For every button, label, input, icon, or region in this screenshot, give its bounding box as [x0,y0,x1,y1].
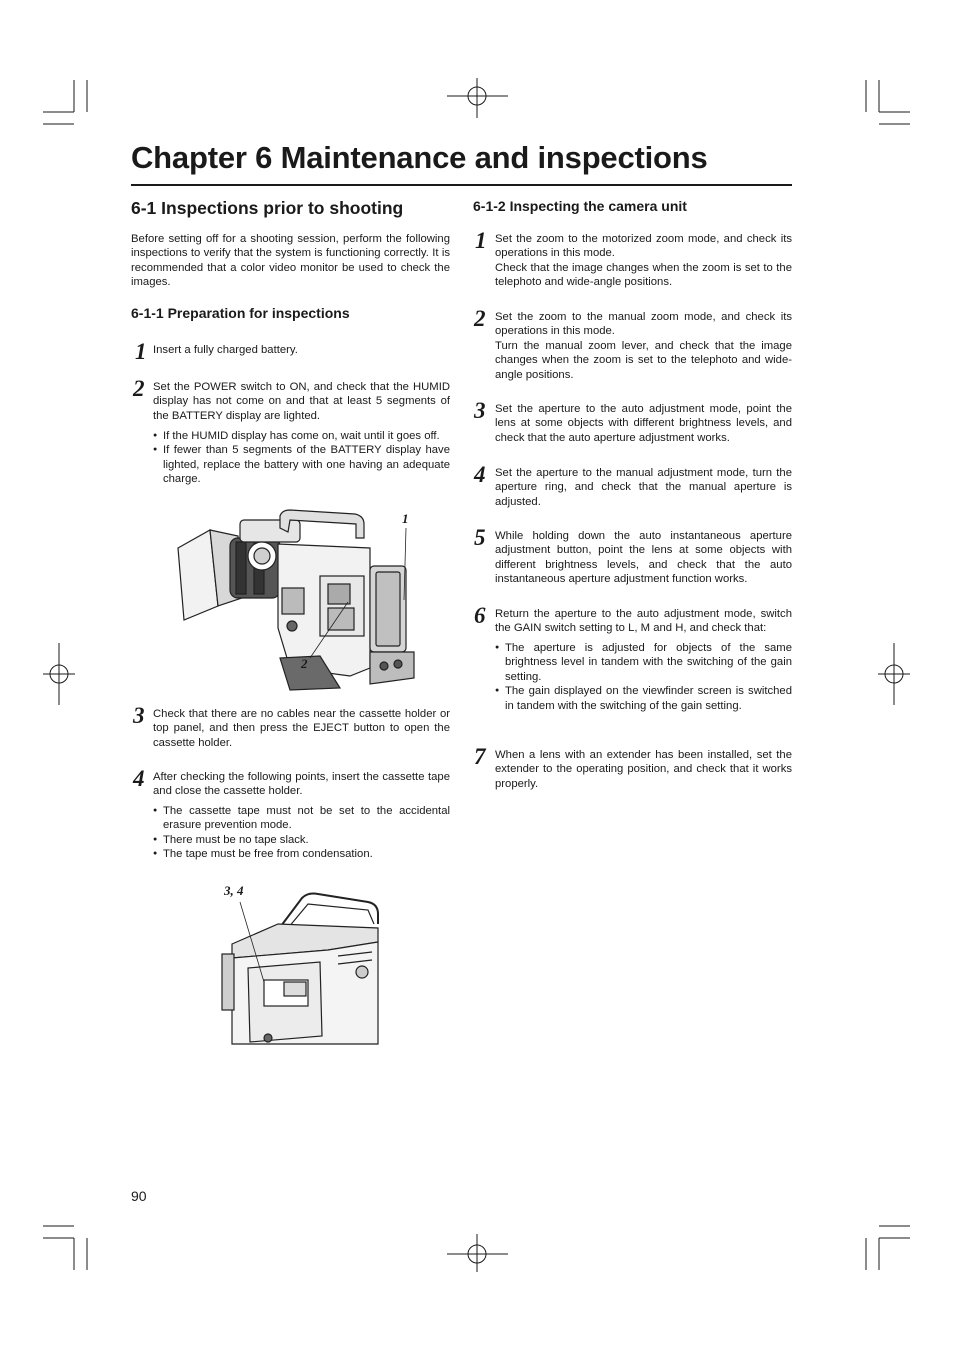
bullet-list [153,804,450,862]
page-number: 90 [131,1188,147,1204]
figure-callout: 3, 4 [224,883,244,898]
list-item: ● The gain displayed on the viewfinder screen is switched in tandem with the switching of the gain setting. [495,684,792,713]
step-number: 2 [474,306,486,331]
step-text: Set the zoom to the manual zoom mode, and check its operations in this mode. Turn the manual zoom lever, and check that the image changes when the zoom is set to the telephoto and wide-angle positions. [495,311,792,381]
section-title: 6-1 Inspections prior to shooting [131,198,404,218]
figure-callout: 1 [402,511,409,526]
step-text: Set the zoom to the motorized zoom mode, and check its operations in this mode. Check that the image changes when the zoom is set to the telephoto and wide-angle positions. [495,233,792,289]
list-item: ● If the HUMID display has come on, wait until it goes off. [153,429,450,443]
title-rule [131,184,792,186]
step-number: 2 [133,376,145,401]
list-item: ● If fewer than 5 segments of the BATTERY display have lighted, replace the battery with one having an adequate charge. [153,443,450,486]
step-text: Check that there are no cables near the cassette holder or top panel, and then press the EJECT button to open the cassette holder. [153,708,450,749]
step-number: 4 [133,766,145,791]
bullet-list [495,641,792,713]
step-number: 6 [474,603,486,628]
step-number: 1 [475,228,487,253]
step-text: Set the aperture to the manual adjustment mode, turn the aperture ring, and check that the manual aperture is adjusted. [495,467,792,508]
step-text: When a lens with an extender has been installed, set the extender to the operating position, and check that it works properly. [495,749,792,790]
list-item: ● The aperture is adjusted for objects of the same brightness level in tandem with the switching of the gain setting. [495,641,792,684]
step-text: While holding down the auto instantaneous aperture adjustment button, point the lens at some objects with different brightness levels, and check that the auto instantaneous aperture adjustment function works. [495,530,792,586]
cassette-holder-illustration [218,884,382,1048]
list-item: ● The cassette tape must not be set to the accidental erasure prevention mode. [153,804,450,833]
step-text: Insert a fully charged battery. [153,344,298,356]
chapter-title: Chapter 6 Maintenance and inspections [131,140,708,175]
figure-callout: 2 [301,656,308,671]
step-text: After checking the following points, insert the cassette tape and close the cassette holder. [153,771,450,798]
step-number: 4 [474,462,486,487]
intro-paragraph: Before setting off for a shooting session, perform the following inspections to verify that the system is functioning correctly. It is recommended that a color video monitor be used to check the images. [131,233,450,289]
camera-heading: 6-1-2 Inspecting the camera unit [473,198,687,214]
camcorder-illustration [170,508,425,693]
step-text: Set the POWER switch to ON, and check that the HUMID display has not come on and that at least 5 segments of the BATTERY display are lighted. [153,381,450,422]
step-text: Set the aperture to the auto adjustment mode, point the lens at some objects with different brightness levels, and check that the auto aperture adjustment works. [495,403,792,444]
bullet-list [153,429,450,487]
list-item: ● The tape must be free from condensation. [153,847,450,861]
step-number: 3 [474,398,486,423]
list-item: ● There must be no tape slack. [153,833,450,847]
step-number: 5 [474,525,486,550]
step-number: 1 [135,339,147,364]
step-number: 3 [133,703,145,728]
prep-heading: 6-1-1 Preparation for inspections [131,305,350,321]
step-text: Return the aperture to the auto adjustment mode, switch the GAIN switch setting to L, M and H, and check that: [495,608,792,635]
step-number: 7 [474,744,486,769]
